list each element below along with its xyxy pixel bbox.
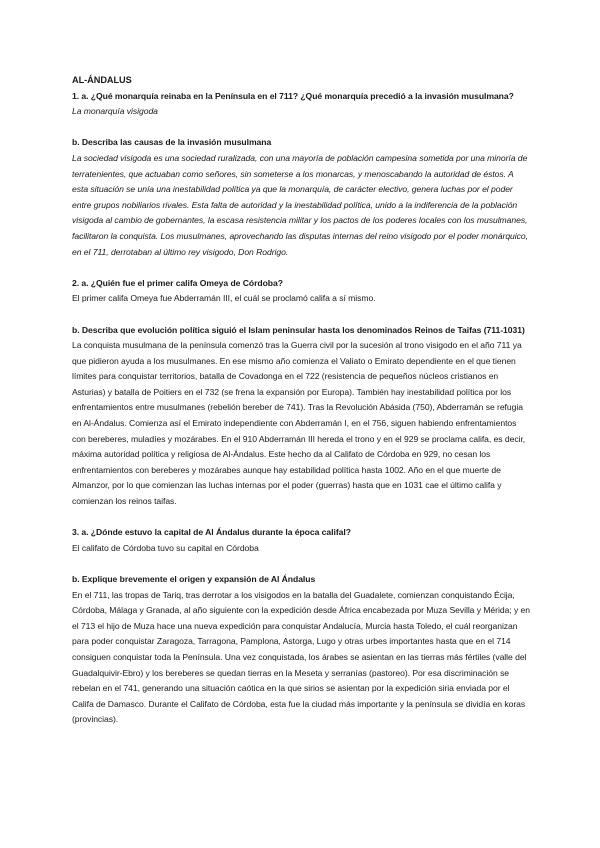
answer: La sociedad visigoda es una sociedad ruralizada, con una mayoría de población campesina sometida por una minoría de terratenientes, que actuaban como señores, sin someterse a los monarcas, y menoscabando la autoridad de éstos. A esta situación se unía una inestabilidad política ya que la monarquía, de carácter electivo, genera luchas por el poder entre grupos nobiliarios rivales. Esta falta de autoridad y la inestabilidad política, unido a la indiferencia de la población visigoda al cambio de gobernantes, la escasa resistencia militar y los pactos de los poderes locales con los musulmanes, facilitaron la conquista. Los musulmanes, aprovechando las disputas internas del reino visigodo por el poder monárquico, en el 711, derrotaban al último rey visigodo, Don Rodrigo.: [72, 152, 528, 257]
section-2a: [72, 276, 530, 307]
document-title: AL-ÁNDALUS: [72, 75, 132, 85]
spacer: [72, 120, 530, 136]
question: 1. a. ¿Qué monarquía reinaba en la Península en el 711? ¿Qué monarquía precedió a la invasión musulmana?: [72, 90, 514, 101]
section-3a: [72, 525, 530, 556]
answer: La monarquía visigoda: [72, 106, 158, 117]
section-1a: [72, 89, 530, 120]
question: b. Explique brevemente el origen y expansión de Al Ándalus: [72, 574, 316, 584]
document-page: [72, 73, 530, 728]
spacer: [72, 556, 530, 572]
answer: El califato de Córdoba tuvo su capital en Córdoba: [72, 542, 259, 553]
section-1b: [72, 135, 530, 260]
section-3b: [72, 572, 530, 728]
question: 2. a. ¿Quién fue el primer califa Omeya de Córdoba?: [72, 277, 283, 288]
spacer: [72, 260, 530, 276]
spacer: [72, 510, 530, 526]
answer: En el 711, las tropas de Tariq, tras derrotar a los visigodos en la batalla del Guadalete, comienzan conquistando Écija, Córdoba, Málaga y Granada, al año siguiente con la expedición desde África encabezada por Muza Sevilla y Mérida; y en el 713 el hijo de Muza hace una nueva expedición para conquistar Andalucía, Murcia hasta Toledo, el cuál reorganizan para poder conquistar Zaragoza, Tarragona, Pamplona, Astorga, Lugo y otras urbes importantes hasta que en el 714 consiguen conquistar toda la Península. Una vez conquistada, los árabes se asientan en las tierras más fértiles (valle del Guadalquivir-Ebro) y los bereberes se quedan tierras en la Meseta y serranías (pastoreo). Por esa discriminación se rebelan en el 741, generando una situación caótica en la que sirios se asientan por la expedición siria enviada por el Califa de Damasco. Durante el Califato de Córdoba, esta fue la ciudad más importante y la península se dividía en koras (provincias).: [72, 589, 531, 725]
spacer: [72, 307, 530, 323]
question: b. Describa que evolución política siguió el Islam peninsular hasta los denominados Reinos de Taifas (711-1031): [72, 324, 525, 335]
answer: La conquista musulmana de la península comenzó tras la Guerra civil por la sucesión al trono visigodo en el año 711 ya que pidieron ayuda a los musulmanes. En ese mismo año comienza el Valiato o Emirato dependiente en el que tienen límites para conquistar territorios, batalla de Covadonga en el 722 (resistencia de pequeños núcleos cristianos en Asturias) y batalla de Poitiers en el 732 (se frena la expansión por Europa). También hay inestabilidad política por los enfrentamientos entre musulmanes (rebelión bereber de 741). Tras la Revolución Abásida (750), Abderramán se refugia en Al-Ándalus. Comienza así el Emirato independiente con Abderramán I, en el 756, siguen habiendo enfrentamientos con bereberes, muladíes y mozárabes. En el 910 Abderramán III hereda el trono y en el 929 se proclama califa, es decir, máxima autoridad política y religiosa de Al-Ándalus. Este hecho da al Califato de Córdoba en 929, no cesan los enfrentamientos con bereberes y mozárabes aunque hay estabilidad política hasta 1002. Año en el que muerte de Almanzor, por lo que comienzan las luchas internas por el poder (guerras) hasta que en 1031 cae el último califa y comienzan los reinos taifas.: [72, 340, 526, 507]
question: 3. a. ¿Dónde estuvo la capital de Al Ándalus durante la época califal?: [72, 527, 351, 538]
section-2b: [72, 323, 530, 510]
answer: El primer califa Omeya fue Abderramán III, el cuál se proclamó califa a sí mismo.: [72, 293, 376, 304]
question: b. Describa las causas de la invasión musulmana: [72, 137, 272, 148]
